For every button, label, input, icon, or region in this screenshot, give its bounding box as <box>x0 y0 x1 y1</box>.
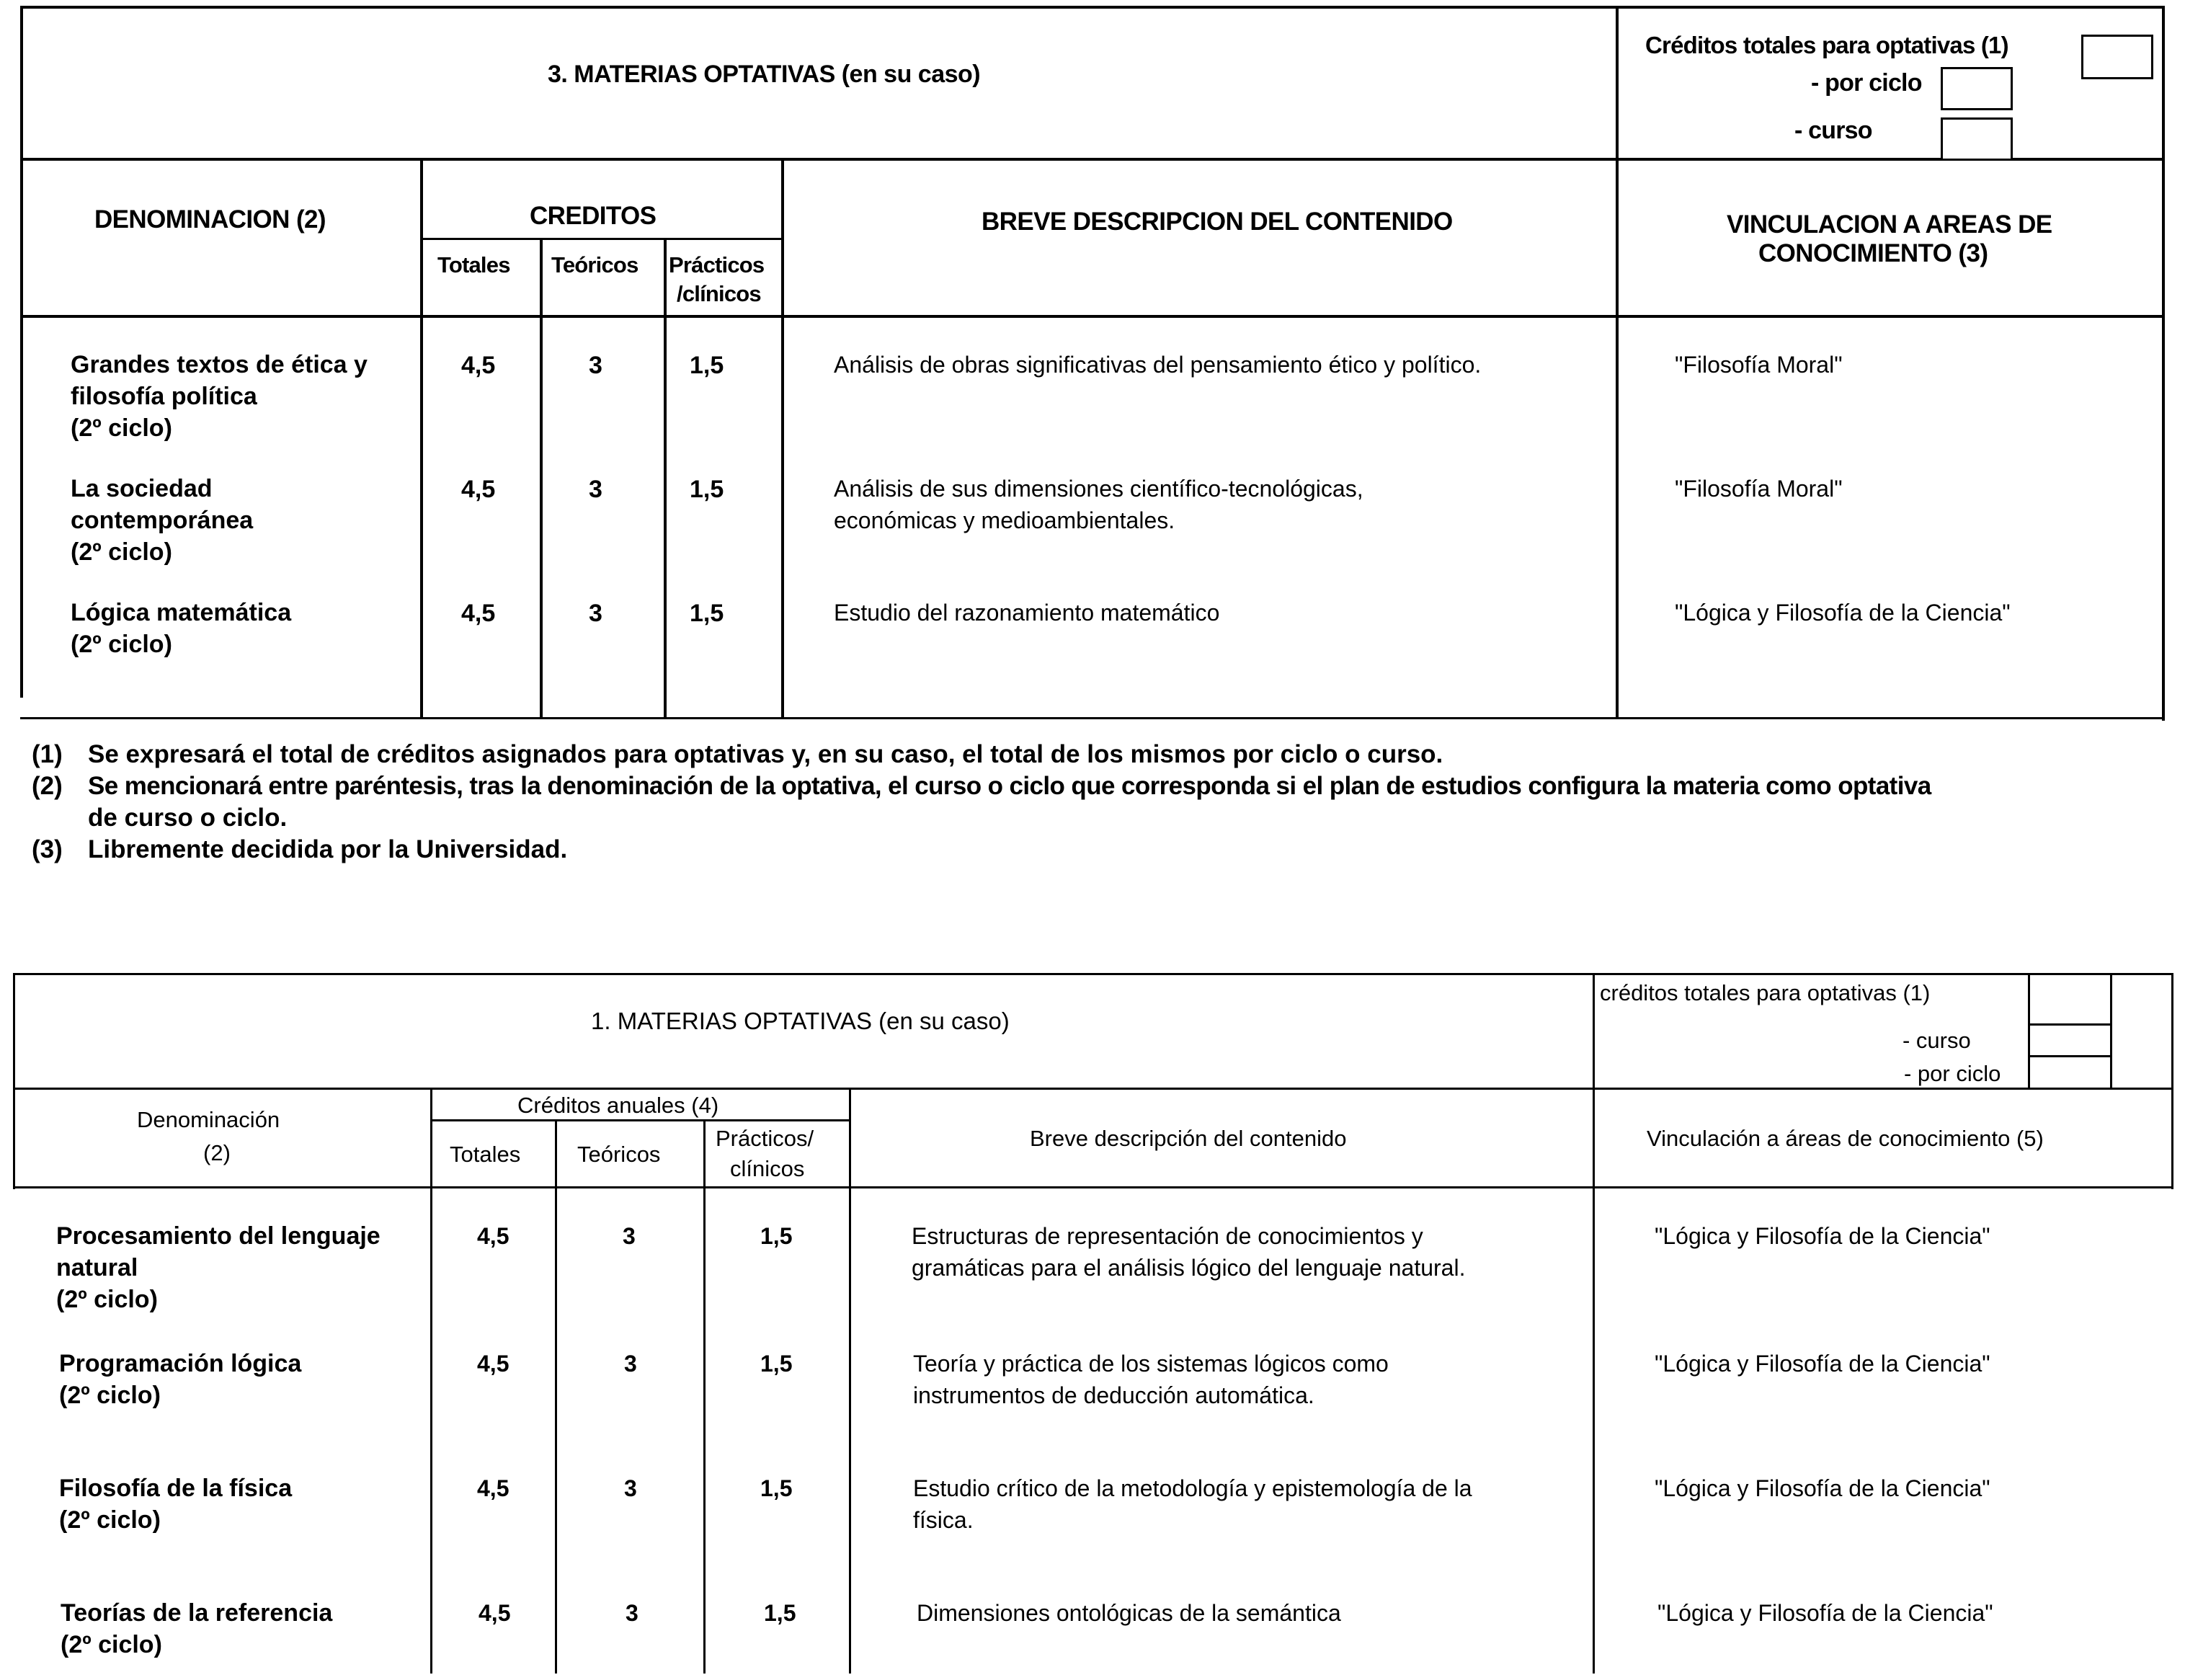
row-desc-line: Dimensiones ontológicas de la semántica <box>917 1600 1341 1626</box>
row-practicos: 1,5 <box>760 1223 793 1249</box>
footnote-continuation: de curso o ciclo. <box>88 804 288 832</box>
row-desc-line: económicas y medioambientales. <box>834 507 1175 533</box>
table2-header-creditos: Créditos anuales (4) <box>517 1093 719 1118</box>
table2-top-border <box>13 973 2173 975</box>
row-desc-line: física. <box>913 1507 974 1533</box>
row-desc-line: Estudio crítico de la metodología y epistemología de la <box>913 1475 1472 1501</box>
row-totales: 4,5 <box>461 476 496 503</box>
table2-col-divider-practicos <box>703 1119 706 1674</box>
row-area: "Filosofía Moral" <box>1675 476 1843 502</box>
row-desc-line: Estructuras de representación de conocimientos y <box>912 1223 1423 1249</box>
table1-curso-field[interactable] <box>1941 117 2013 161</box>
table2-col-divider-credits-start <box>430 1089 432 1674</box>
row-name-line: Lógica matemática <box>71 599 292 626</box>
table1-ciclo-field[interactable] <box>1941 67 2013 110</box>
row-name-line: Filosofía de la física <box>59 1475 293 1502</box>
table2-header-practicos-1: Prácticos/ <box>716 1126 814 1151</box>
row-area: "Lógica y Filosofía de la Ciencia" <box>1655 1475 1990 1501</box>
table1-credits-total-field[interactable] <box>2081 35 2153 79</box>
row-teoricos: 3 <box>589 352 602 379</box>
row-desc-line: Análisis de sus dimensiones científico-tecnológicas, <box>834 476 1363 502</box>
table2-title-divider <box>13 1088 2173 1090</box>
row-name-line: (2º ciclo) <box>71 414 172 442</box>
table2-header-totales: Totales <box>450 1142 521 1167</box>
row-totales: 4,5 <box>477 1351 509 1377</box>
row-totales: 4,5 <box>461 600 496 627</box>
table2-header-divider <box>13 1186 2173 1188</box>
row-practicos: 1,5 <box>764 1600 796 1626</box>
table2-header-descripcion: Breve descripción del contenido <box>1030 1126 1347 1151</box>
table1-header-descripcion: BREVE DESCRIPCION DEL CONTENIDO <box>982 208 1453 236</box>
table2-col-divider-teoricos <box>555 1119 557 1674</box>
table1-header-vinculacion-1: VINCULACION A AREAS DE <box>1727 210 2052 239</box>
table1-header-denominacion: DENOMINACION (2) <box>94 205 326 234</box>
row-practicos: 1,5 <box>760 1351 793 1377</box>
row-area: "Lógica y Filosofía de la Ciencia" <box>1655 1223 1990 1249</box>
row-practicos: 1,5 <box>690 476 724 503</box>
row-area: "Lógica y Filosofía de la Ciencia" <box>1657 1600 1993 1626</box>
row-name-line: (2º ciclo) <box>59 1382 161 1409</box>
row-teoricos: 3 <box>589 600 602 627</box>
row-practicos: 1,5 <box>690 600 724 627</box>
row-name-line: Teorías de la referencia <box>61 1599 333 1627</box>
table2-credits-total-field[interactable] <box>2030 975 2110 1023</box>
row-name-line: natural <box>56 1254 138 1281</box>
table1-header-divider <box>20 315 2165 318</box>
table2-header-practicos-2: clínicos <box>730 1156 805 1181</box>
table2-credits-subdivider <box>430 1119 851 1121</box>
row-totales: 4,5 <box>477 1475 509 1501</box>
footnote-text: Se expresará el total de créditos asignados para optativas y, en su caso, el total de los mismos por ciclo o curso. <box>88 740 1443 768</box>
table2-right-border <box>2171 973 2173 1189</box>
table1-col-divider-desc <box>781 160 784 719</box>
row-teoricos: 3 <box>626 1600 638 1626</box>
table1-header-practicos-2: /clínicos <box>677 281 761 306</box>
table2-header-denominacion-1: Denominación <box>137 1107 280 1132</box>
table2-box-right <box>2110 973 2112 1090</box>
row-totales: 4,5 <box>479 1600 511 1626</box>
table1-col-divider-area <box>1616 6 1619 719</box>
footnote <box>32 770 1931 802</box>
row-practicos: 1,5 <box>760 1475 793 1501</box>
table1-col-divider-practicos <box>664 238 667 719</box>
row-area: "Lógica y Filosofía de la Ciencia" <box>1675 600 2011 626</box>
table1-curso-label: - curso <box>1794 117 1872 144</box>
row-teoricos: 3 <box>624 1351 637 1377</box>
row-name-line: filosofía política <box>71 383 257 410</box>
footnote <box>32 739 1931 770</box>
row-name-line: Programación lógica <box>59 1350 302 1377</box>
table2-col-divider-desc <box>849 1089 851 1674</box>
row-desc-line: Teoría y práctica de los sistemas lógicos como <box>913 1351 1389 1377</box>
row-desc-line: Análisis de obras significativas del pensamiento ético y político. <box>834 352 1482 378</box>
table2-curso-field[interactable] <box>2030 1026 2110 1055</box>
row-teoricos: 3 <box>589 476 602 503</box>
table1-credits-total-label: Créditos totales para optativas (1) <box>1645 32 2008 58</box>
table1-bottom-border <box>20 717 2165 719</box>
table2-left-border <box>13 973 15 1189</box>
table2-header-denominacion-2: (2) <box>203 1140 231 1165</box>
table2-credits-total-label: créditos totales para optativas (1) <box>1600 980 1931 1005</box>
row-totales: 4,5 <box>477 1223 509 1249</box>
table1-header-practicos-1: Prácticos <box>669 252 765 277</box>
table1-col-divider-teoricos <box>540 238 543 719</box>
table1-header-vinculacion-2: CONOCIMIENTO (3) <box>1758 239 1988 267</box>
table2-title: 1. MATERIAS OPTATIVAS (en su caso) <box>591 1008 1010 1034</box>
table1-ciclo-label: - por ciclo <box>1811 69 1922 97</box>
row-name-line: La sociedad <box>71 475 213 502</box>
table2-col-divider-area <box>1593 973 1595 1674</box>
footnote <box>32 834 1931 866</box>
row-name-line: (2º ciclo) <box>71 538 172 566</box>
table1-left-border <box>20 6 23 698</box>
row-desc-line: instrumentos de deducción automática. <box>913 1382 1314 1408</box>
row-name-line: Grandes textos de ética y <box>71 351 368 378</box>
row-name-line: (2º ciclo) <box>61 1631 162 1658</box>
row-desc-line: gramáticas para el análisis lógico del lenguaje natural. <box>912 1255 1466 1281</box>
footnote-number: (1) <box>32 740 63 768</box>
row-name-line: (2º ciclo) <box>59 1506 161 1534</box>
table1-header-teoricos: Teóricos <box>551 252 638 277</box>
footnotes <box>32 739 1931 866</box>
row-name-line: Procesamiento del lenguaje <box>56 1222 381 1250</box>
table1-header-creditos: CREDITOS <box>530 202 657 230</box>
row-name-line: (2º ciclo) <box>71 631 172 658</box>
table1-right-border <box>2162 6 2165 721</box>
footnote-text: Se mencionará entre paréntesis, tras la denominación de la optativa, el curso o ciclo que corresponda si el plan de estudios configura la materia como optativa <box>88 772 1931 800</box>
table1-top-border <box>20 6 2165 9</box>
table2-ciclo-label: - por ciclo <box>1904 1061 2001 1086</box>
table1-credits-subdivider <box>420 238 784 240</box>
footnote-number: (3) <box>32 835 63 863</box>
row-desc-line: Estudio del razonamiento matemático <box>834 600 1220 626</box>
table2-header-vinculacion: Vinculación a áreas de conocimiento (5) <box>1647 1126 2044 1151</box>
table2-header-teoricos: Teóricos <box>577 1142 661 1167</box>
table2-ciclo-field[interactable] <box>2030 1057 2110 1088</box>
row-teoricos: 3 <box>624 1475 637 1501</box>
row-name-line: (2º ciclo) <box>56 1286 158 1313</box>
row-totales: 4,5 <box>461 352 496 379</box>
row-practicos: 1,5 <box>690 352 724 379</box>
row-teoricos: 3 <box>623 1223 636 1249</box>
footnote-text: Libremente decidida por la Universidad. <box>88 835 568 863</box>
footnote-number: (2) <box>32 772 63 800</box>
table1-col-divider-credits-start <box>420 160 423 719</box>
row-name-line: contemporánea <box>71 507 254 534</box>
table1-header-totales: Totales <box>437 252 510 277</box>
table1-title: 3. MATERIAS OPTATIVAS (en su caso) <box>548 61 981 88</box>
table2-curso-label: - curso <box>1903 1028 1971 1053</box>
table1-title-divider <box>20 158 2165 161</box>
row-area: "Lógica y Filosofía de la Ciencia" <box>1655 1351 1990 1377</box>
row-area: "Filosofía Moral" <box>1675 352 1843 378</box>
